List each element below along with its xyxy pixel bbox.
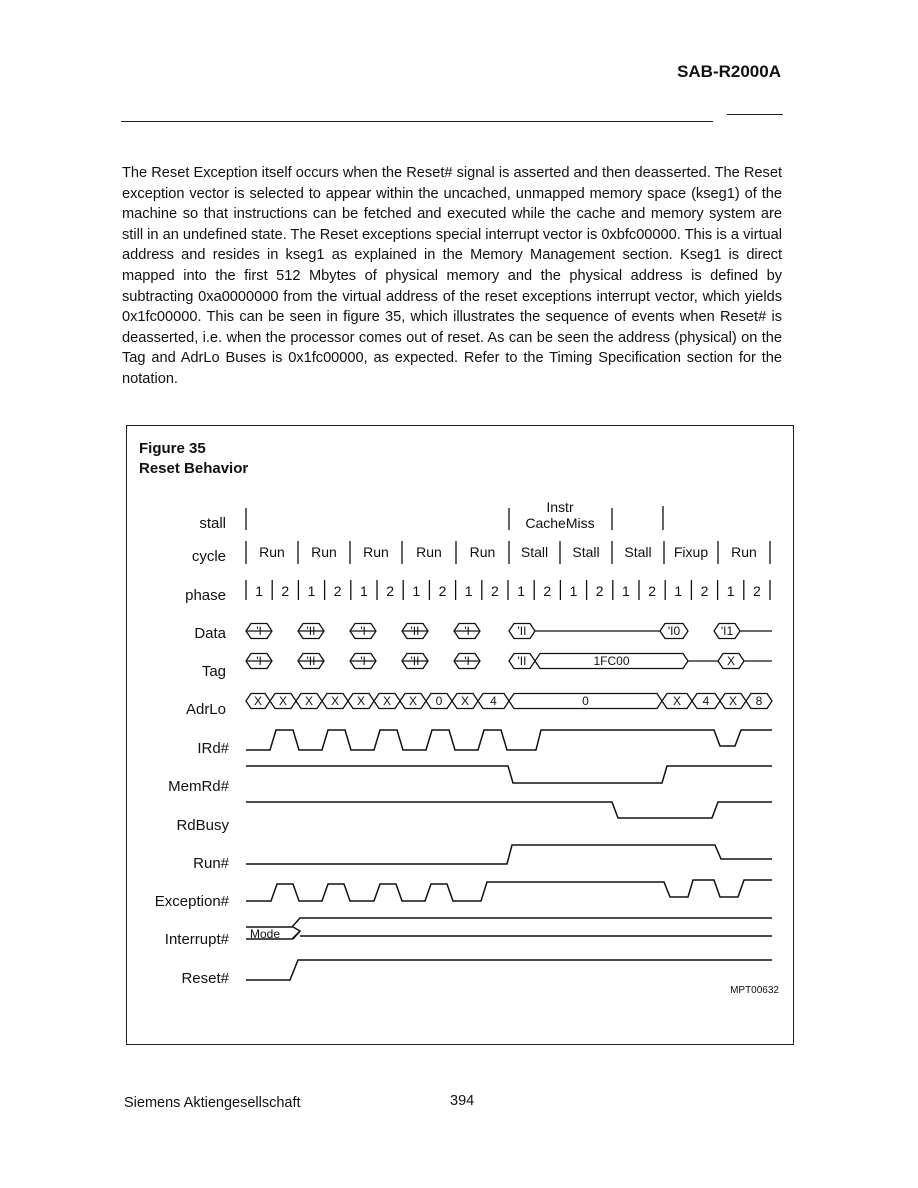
adrlo-bus-value: 4 bbox=[702, 694, 710, 708]
adrlo-bus-value: X bbox=[330, 694, 340, 708]
label-stall: stall bbox=[199, 515, 226, 532]
run-waveform bbox=[246, 845, 772, 864]
cycle-label: Stall bbox=[572, 544, 600, 560]
tag-bus-value: 'II bbox=[517, 654, 527, 668]
body-paragraph: The Reset Exception itself occurs when the Reset# signal is asserted and then deasserted. The Reset exception vector is selected to appear within the uncached, unmapped memory space (kseg1) of the machine so that instructions can be fetched and executed while the cache and memory system are still in an undefined state. The Reset exceptions special interrupt vector is 0xbfc00000. This is a virtual address and resides in kseg1 as explained in the Memory Management section. Kseg1 is direct mapped into the first 512 Mbytes of physical memory and the physical address is defined by subtracting 0xa0000000 from the virtual address of the reset exceptions interrupt vector, which yields 0x1fc00000. This can be seen in figure 35, which illustrates the sequence of events when Reset# is deasserted, i.e. when the processor comes out of reset. As can be seen the address (physical) on the Tag and AdrLo Buses is 0x1fc00000, as expected. Refer to the Timing Specification section for the notation. bbox=[122, 165, 782, 387]
data-bus-value: 'I bbox=[360, 624, 366, 638]
adrlo-bus-value: X bbox=[672, 694, 682, 708]
adrlo-bus-value: 0 bbox=[435, 694, 443, 708]
phase-label: 1 bbox=[360, 583, 368, 599]
tag-bus-value: 'I bbox=[464, 654, 470, 668]
interrupt-waveform bbox=[246, 918, 772, 939]
phase-label: 2 bbox=[333, 583, 342, 599]
phase-row bbox=[246, 580, 770, 600]
tag-bus-value: 'I bbox=[256, 654, 262, 668]
tag-bus-value: 'II bbox=[410, 654, 420, 668]
phase-label: 2 bbox=[753, 583, 761, 599]
cycle-label: Run bbox=[731, 544, 757, 560]
reset-waveform bbox=[246, 960, 772, 980]
exception-waveform bbox=[246, 880, 772, 901]
figure-title: Reset Behavior bbox=[139, 460, 249, 477]
data-bus-value: 'I bbox=[464, 624, 470, 638]
tag-bus-value: X bbox=[726, 654, 736, 668]
stall-note-line1: Instr bbox=[546, 499, 574, 515]
footer-page-number: 394 bbox=[450, 1093, 475, 1109]
data-bus-value: 'I bbox=[256, 624, 262, 638]
cycle-label: Run bbox=[416, 544, 442, 560]
footer-company: Siemens Aktiengesellschaft bbox=[124, 1095, 301, 1111]
data-bus-value: 'I1 bbox=[720, 624, 734, 638]
adrlo-bus-value: 8 bbox=[755, 694, 763, 708]
phase-label: 1 bbox=[464, 583, 473, 599]
tag-bus-value: 'II bbox=[306, 654, 316, 668]
cycle-label: Fixup bbox=[673, 544, 709, 560]
cycle-label: Stall bbox=[624, 544, 652, 560]
data-bus-value: 'II bbox=[306, 624, 316, 638]
label-cycle: cycle bbox=[191, 548, 226, 565]
ird-waveform bbox=[246, 730, 772, 750]
adrlo-bus-value: X bbox=[728, 694, 738, 708]
data-bus-value: 'I0 bbox=[667, 624, 681, 638]
adrlo-bus-value: X bbox=[278, 694, 288, 708]
cycle-row bbox=[246, 541, 770, 564]
adrlo-bus-value: X bbox=[356, 694, 366, 708]
label-reset: Reset# bbox=[181, 970, 229, 987]
phase-label: 1 bbox=[255, 583, 263, 599]
label-phase: phase bbox=[185, 587, 226, 604]
phase-label: 1 bbox=[569, 583, 578, 599]
label-ird: IRd# bbox=[197, 740, 229, 757]
stall-note-line2: CacheMiss bbox=[525, 515, 595, 531]
memrd-waveform bbox=[246, 766, 772, 783]
phase-label: 1 bbox=[307, 583, 316, 599]
phase-label: 2 bbox=[543, 583, 552, 599]
adrlo-bus-value: 4 bbox=[490, 694, 497, 708]
tag-bus-value: 'I bbox=[360, 654, 366, 668]
phase-label: 1 bbox=[412, 583, 421, 599]
adrlo-bus-value: 0 bbox=[582, 694, 589, 708]
label-adrlo: AdrLo bbox=[185, 701, 226, 718]
cycle-label: Run bbox=[363, 544, 389, 560]
phase-label: 2 bbox=[595, 583, 604, 599]
figure-number: Figure 35 bbox=[139, 440, 206, 457]
cycle-label: Run bbox=[469, 544, 496, 560]
label-interrupt: Interrupt# bbox=[164, 931, 229, 948]
interrupt-value: Mode bbox=[250, 927, 281, 941]
adrlo-bus-value: X bbox=[382, 694, 392, 708]
document-title: SAB-R2000A bbox=[677, 62, 781, 81]
stall-row bbox=[246, 506, 663, 530]
phase-label: 2 bbox=[386, 583, 394, 599]
phase-label: 1 bbox=[674, 583, 683, 599]
adrlo-bus-value: X bbox=[408, 694, 418, 708]
adrlo-bus-value: X bbox=[304, 694, 314, 708]
phase-label: 2 bbox=[491, 583, 499, 599]
label-tag: Tag bbox=[201, 663, 226, 680]
label-exception: Exception# bbox=[154, 893, 229, 910]
cycle-label: Stall bbox=[520, 544, 549, 560]
phase-label: 1 bbox=[622, 583, 630, 599]
rdbusy-waveform bbox=[246, 802, 772, 818]
label-run: Run# bbox=[193, 855, 229, 872]
cycle-label: Run bbox=[259, 544, 285, 560]
adrlo-bus-value: X bbox=[460, 694, 470, 708]
figure-code: MPT00632 bbox=[730, 985, 779, 996]
phase-label: 1 bbox=[726, 583, 735, 599]
phase-label: 2 bbox=[648, 583, 656, 599]
phase-label: 2 bbox=[438, 583, 447, 599]
adrlo-bus-value: X bbox=[253, 694, 263, 708]
label-memrd: MemRd# bbox=[168, 778, 229, 795]
cycle-label: Run bbox=[311, 544, 337, 560]
data-bus-value: 'II bbox=[517, 624, 527, 638]
label-rdbusy: RdBusy bbox=[176, 817, 229, 834]
phase-label: 2 bbox=[700, 583, 709, 599]
data-bus-value: 'II bbox=[410, 624, 420, 638]
phase-label: 1 bbox=[517, 583, 525, 599]
label-data: Data bbox=[194, 625, 226, 642]
tag-bus-value: 1FC00 bbox=[593, 654, 630, 668]
phase-label: 2 bbox=[281, 583, 290, 599]
